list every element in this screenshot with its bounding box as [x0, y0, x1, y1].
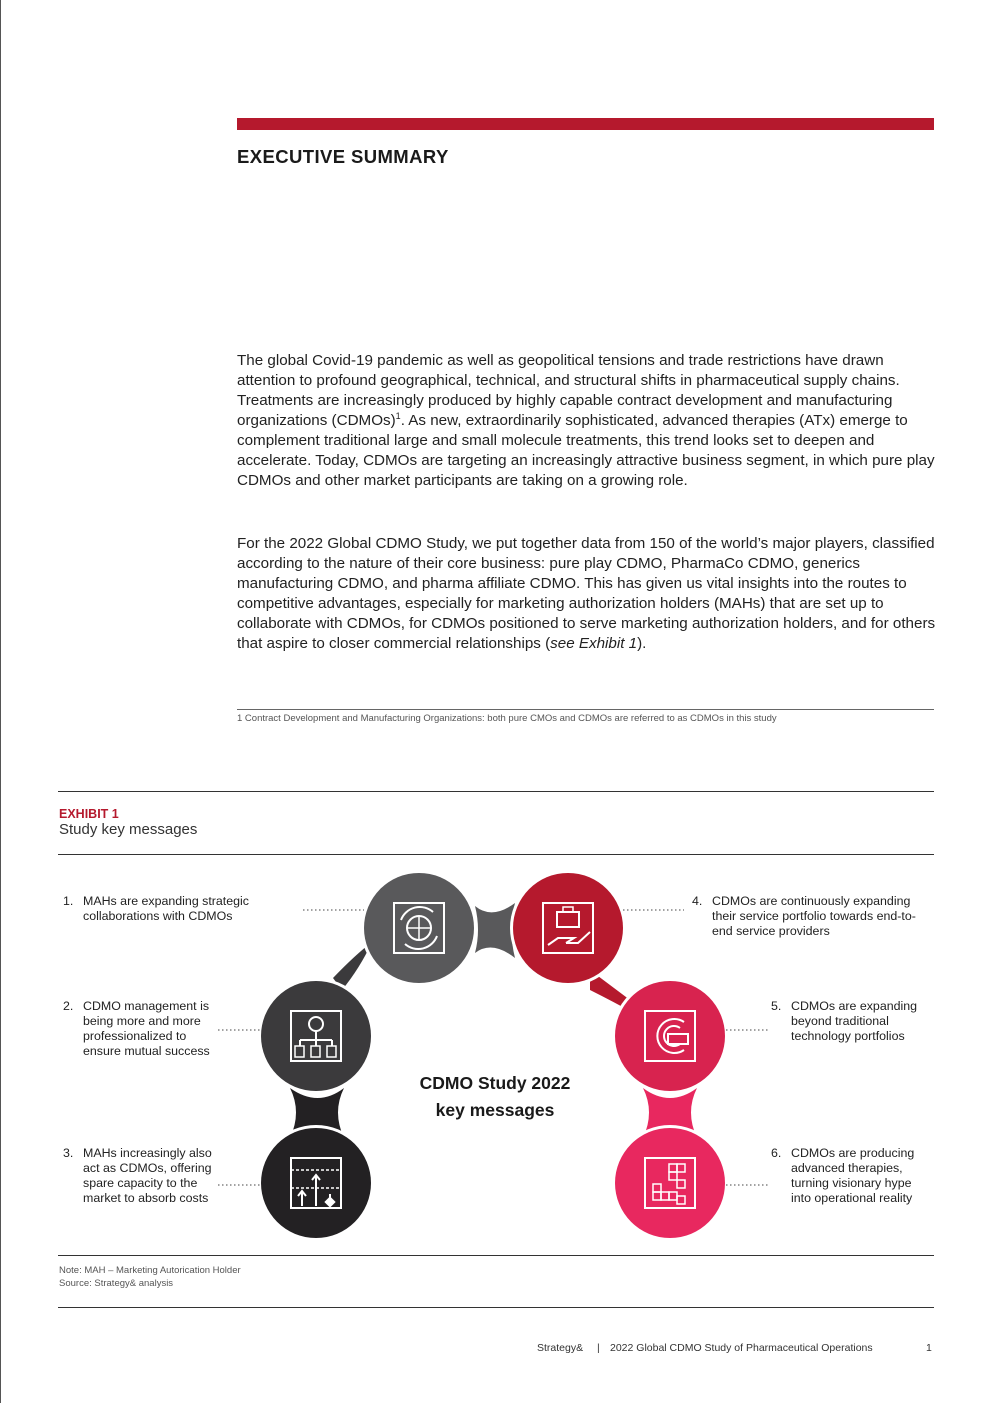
key-message-number: 5.	[771, 999, 782, 1013]
footnote-ref: 1	[395, 410, 401, 421]
key-message-text: CDMOs are producing advanced therapies, turning visionary hype into operational reality	[791, 1146, 915, 1205]
key-message-number: 1.	[63, 894, 74, 908]
exhibit-label: EXHIBIT 1	[59, 807, 119, 821]
key-message-5	[771, 999, 933, 1044]
section-title: EXECUTIVE SUMMARY	[237, 146, 449, 167]
intro-text-b: . As new, extraordinarily sophisticated, advanced therapies (ATx) emerge to complement traditional large and small molecule treatments, this trend looks set to deepen and accelerate. Today, CDMOs are targeting an increasingly attractive business segment, in which pure play CDMOs and other market participants are taking on a growing role.	[237, 412, 935, 489]
message-circle-5	[612, 978, 728, 1094]
key-message-text: MAHs increasingly also act as CDMOs, offering spare capacity to the market to absorb costs	[83, 1146, 212, 1205]
study-text-b: ).	[637, 635, 647, 652]
footer-brand: Strategy&	[537, 1342, 584, 1354]
key-message-1	[63, 894, 273, 924]
key-message-number: 3.	[63, 1146, 74, 1160]
exhibit-title: Study key messages	[59, 821, 198, 838]
page-bottom-rule	[58, 1307, 934, 1308]
intro-text-a: The global Covid-19 pandemic as well as geopolitical tensions and trade restrictions have drawn attention to profound geographical, technical, and structural shifts in pharmaceutical supply chains. Treatments are increasingly produced by highly capable contract development and manufacturing organizations (CDMOs)	[237, 352, 900, 429]
message-circle-2	[258, 978, 374, 1094]
footer-publication: 2022 Global CDMO Study of Pharmaceutical Operations	[610, 1342, 873, 1354]
footer-separator: |	[597, 1342, 600, 1354]
exhibit-reference: see Exhibit 1	[550, 635, 638, 652]
key-message-4	[692, 894, 932, 939]
key-message-text: CDMO management is being more and more professionalized to ensure mutual success	[83, 999, 210, 1058]
exhibit-source: Source: Strategy& analysis	[59, 1278, 174, 1289]
exhibit-note: Note: MAH – Marketing Autorication Holder	[59, 1265, 241, 1276]
message-circle-4	[510, 870, 626, 986]
key-message-number: 6.	[771, 1146, 782, 1160]
footnote: 1 Contract Development and Manufacturing Organizations: both pure CMOs and CDMOs are referred to as CDMOs in this study	[237, 713, 777, 724]
center-title-line-1: CDMO Study 2022	[419, 1073, 571, 1093]
center-title-line-2: key messages	[435, 1100, 555, 1120]
message-circle-1	[361, 870, 477, 986]
key-message-number: 2.	[63, 999, 74, 1013]
key-message-6	[771, 1146, 933, 1206]
key-message-2	[63, 999, 223, 1059]
diagram-center-title	[385, 1070, 605, 1124]
page-number: 1	[926, 1342, 932, 1354]
study-text-a: For the 2022 Global CDMO Study, we put together data from 150 of the world’s major players, classified according to the nature of their core business: pure play CDMO, PharmaCo CDMO, generics manufacturing CDMO, and pharma affiliate CDMO. This has given us vital insights into the routes to competitive advantages, especially for marketing authorization holders (MAHs) that are set up to collaborate with CDMOs, for CDMOs positioned to serve marketing authorization holders, and for others that aspire to closer commercial relationships (	[237, 535, 936, 652]
exhibit-bottom-rule	[58, 1255, 934, 1256]
key-message-text: MAHs are expanding strategic collaborations with CDMOs	[83, 894, 249, 923]
key-message-number: 4.	[692, 894, 703, 908]
key-message-text: CDMOs are continuously expanding their service portfolio towards end-to-end service providers	[712, 894, 916, 938]
message-circle-3	[258, 1125, 374, 1241]
connector-1-4	[475, 903, 515, 958]
key-message-text: CDMOs are expanding beyond traditional technology portfolios	[791, 999, 918, 1043]
key-message-3	[63, 1146, 225, 1206]
message-circle-6	[612, 1125, 728, 1241]
